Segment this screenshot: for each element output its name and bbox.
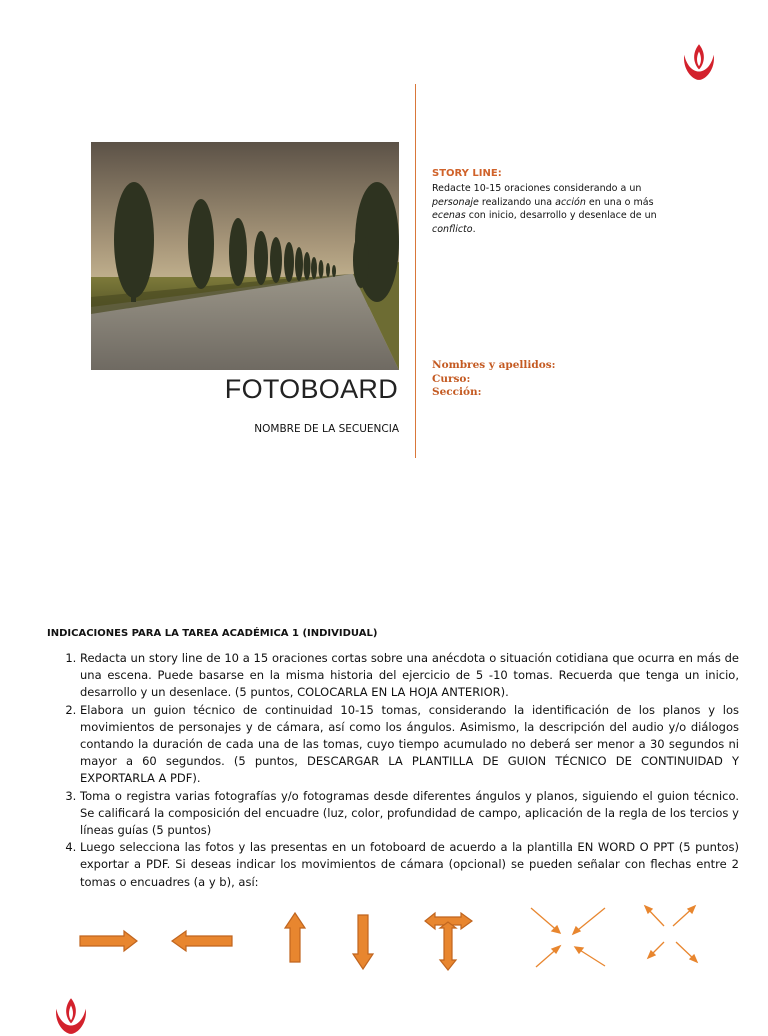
arrow-down-icon xyxy=(353,915,373,969)
instructions-list xyxy=(60,650,739,891)
storyline-heading: STORY LINE: xyxy=(432,168,502,179)
instruction-item: 3. Toma o registra varias fotografías y/o fotogramas desde diferentes ángulos y planos, siguiendo el guion técnico. Se calificará la composición del encuadre (luz, color, profundidad de campo, aplicación de la regla de los tercios y líneas guías (5 puntos) xyxy=(80,788,739,840)
divider-line xyxy=(415,84,416,458)
university-logo-icon xyxy=(678,40,720,82)
university-logo-bottom-icon xyxy=(50,994,92,1036)
storyline-text-5: . xyxy=(472,223,476,235)
storyline-em-ecenas: ecenas xyxy=(432,210,466,221)
instructions-heading: INDICACIONES PARA LA TAREA ACADÉMICA 1 (INDIVIDUAL) xyxy=(47,628,378,639)
camera-movement-arrows xyxy=(0,900,768,980)
sequence-name-label: NOMBRE DE LA SECUENCIA xyxy=(254,423,399,435)
storyline-text-2: realizando una xyxy=(478,196,556,208)
cover-photo-cypress-road xyxy=(91,142,399,370)
arrow-right-icon xyxy=(80,931,137,951)
instruction-item: 2. Elabora un guion técnico de continuidad 10-15 tomas, considerando la identificación de los planos y los movimientos de personajes y de cámara, así como los ángulos. Asimismo, la descripción del audio y/o diálogos contando la duración de cada una de las tomas, cuyo tiempo acumulado no deberá ser menor a 30 segundos ni mayor a 60 segundos. (5 puntos, DESCARGAR LA PLANTILLA DE GUION TÉCNICO DE CONTINUIDAD Y EXPORTARLA A PDF). xyxy=(80,702,739,788)
arrow-up-icon xyxy=(285,913,305,962)
storyline-text-1: Redacte 10-15 oraciones considerando a un xyxy=(432,183,642,194)
storyline-em-conflicto: conflicto xyxy=(432,223,473,235)
arrow-left-icon xyxy=(172,931,232,951)
storyline-text-4: con inicio, desarrollo y desenlace de un xyxy=(465,210,657,221)
course-field-label: Curso: xyxy=(432,372,471,385)
document-title: FOTOBOARD xyxy=(224,374,398,404)
arrow-horizontal-vertical-icon xyxy=(425,913,472,970)
instruction-item: 1. Redacta un story line de 10 a 15 oraciones cortas sobre una anécdota o situación cotidiana que ocurra en más de una escena. Puede basarse en la misma historia del ejercicio de 5 -10 tomas. Recuerda que tenga un inicio, desarrollo y un desenlace. (5 puntos, COLOCARLA EN LA HOJA ANTERIOR). xyxy=(80,650,739,702)
storyline-description xyxy=(432,182,670,236)
arrows-converge-icon xyxy=(531,908,605,967)
student-fields xyxy=(432,359,556,400)
arrows-diverge-icon xyxy=(645,906,697,962)
section-field-label: Sección: xyxy=(432,386,482,398)
storyline-em-accion: acción xyxy=(555,196,586,208)
names-field-label: Nombres y apellidos: xyxy=(432,359,556,371)
storyline-text-3: en una o más xyxy=(585,196,654,208)
storyline-em-personaje: personaje xyxy=(432,196,479,208)
instruction-item: 4. Luego selecciona las fotos y las presentas en un fotoboard de acuerdo a la plantilla EN WORD O PPT (5 puntos) exportar a PDF. Si deseas indicar los movimientos de cámara (opcional) se pueden señalar con flechas entre 2 tomas o encuadres (a y b), así: xyxy=(80,839,739,891)
